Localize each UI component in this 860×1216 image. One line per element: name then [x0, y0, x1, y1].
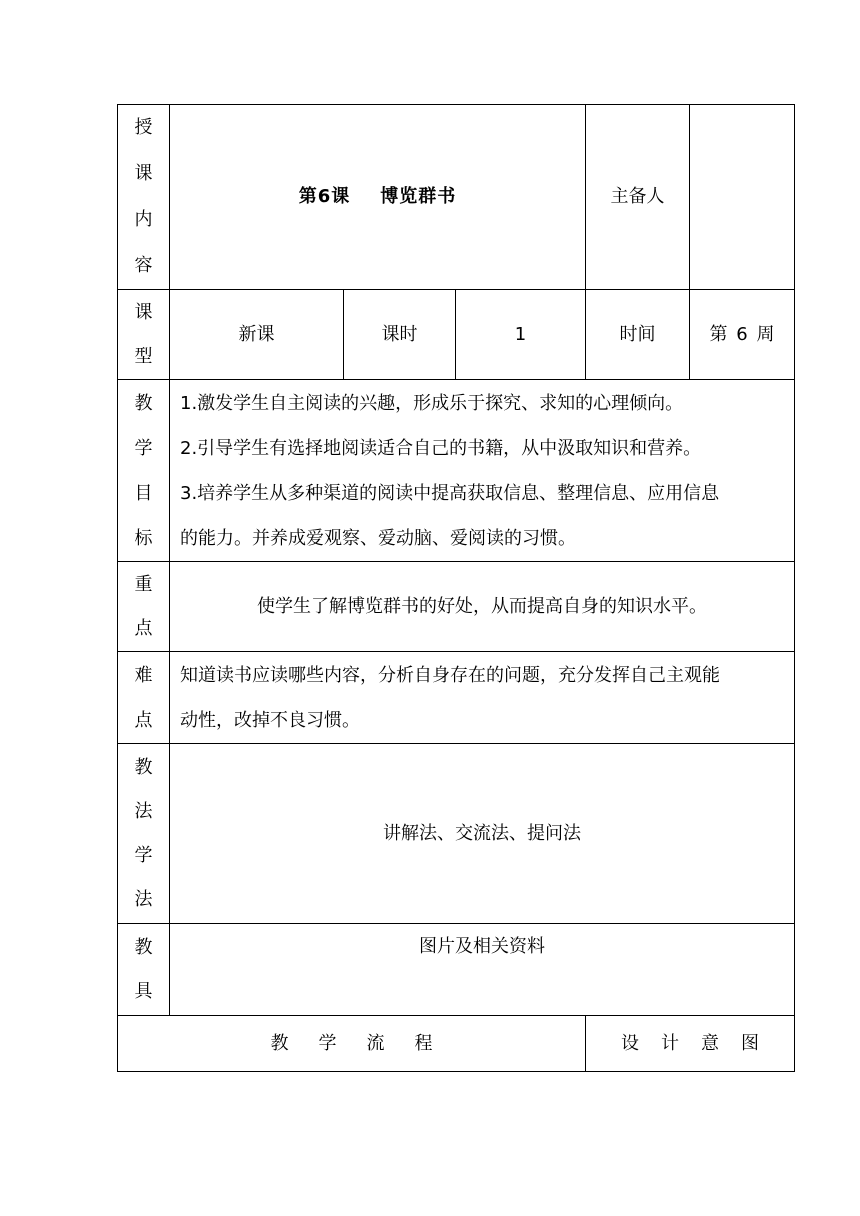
- header-char: 流: [366, 1032, 385, 1054]
- time-value: 第 6 周: [690, 290, 795, 380]
- label-difficulty: [118, 652, 170, 744]
- header-char: 程: [414, 1032, 433, 1054]
- goals-row: [118, 380, 795, 562]
- header-row: [118, 105, 795, 290]
- lesson-plan-table: [117, 104, 795, 1072]
- difficulty-content: [170, 652, 795, 744]
- header-char: 设: [621, 1032, 639, 1054]
- label-char: 具: [134, 980, 153, 1002]
- lesson-title: 博览群书: [380, 186, 457, 207]
- label-key-point: [118, 562, 170, 652]
- label-tools: [118, 924, 170, 1016]
- methods-text: 讲解法、交流法、提问法: [170, 744, 795, 924]
- label-char: 教: [134, 936, 153, 958]
- label-methods: [118, 744, 170, 924]
- goal-line: 1.激发学生自主阅读的兴趣，形成乐于探究、求知的心理倾向。: [180, 392, 684, 414]
- lesson-type-value: 新课: [170, 290, 344, 380]
- label-char: 法: [134, 888, 153, 910]
- goal-line: 的能力。并养成爱观察、爱动脑、爱阅读的习惯。: [180, 527, 576, 549]
- tools-text: 图片及相关资料: [170, 924, 795, 1016]
- header-char: 图: [741, 1032, 759, 1054]
- difficulty-row: [118, 652, 795, 744]
- label-lesson-type: [118, 290, 170, 380]
- header-char: 意: [701, 1032, 719, 1054]
- flow-header-row: [118, 1016, 795, 1072]
- label-char: 目: [134, 482, 153, 504]
- preparer-label: 主备人: [586, 105, 690, 290]
- label-char: 难: [134, 664, 153, 686]
- key-point-row: [118, 562, 795, 652]
- methods-row: [118, 744, 795, 924]
- label-char: 教: [134, 756, 153, 778]
- goal-line: 2.引导学生有选择地阅读适合自己的书籍，从中汲取知识和营养。: [180, 437, 702, 459]
- label-teaching-goals: [118, 380, 170, 562]
- label-char: 法: [134, 800, 153, 822]
- type-row: [118, 290, 795, 380]
- preparer-value[interactable]: [690, 105, 795, 290]
- label-char: 标: [134, 527, 153, 549]
- key-point-text: 使学生了解博览群书的好处，从而提高自身的知识水平。: [170, 562, 795, 652]
- difficulty-line: 动性，改掉不良习惯。: [180, 709, 360, 731]
- goal-line: 3.培养学生从多种渠道的阅读中提高获取信息、整理信息、应用信息: [180, 482, 720, 504]
- tools-row: [118, 924, 795, 1016]
- teaching-process-header: [118, 1016, 586, 1072]
- label-char: 学: [134, 844, 153, 866]
- period-value: 1: [456, 290, 586, 380]
- design-intent-header: [586, 1016, 795, 1072]
- goals-content: [170, 380, 795, 562]
- label-char: 容: [134, 255, 153, 276]
- period-label: 课时: [344, 290, 456, 380]
- header-char: 教: [270, 1032, 289, 1054]
- label-char: 点: [134, 709, 153, 731]
- time-label: 时间: [586, 290, 690, 380]
- label-lesson-content: [118, 105, 170, 290]
- label-char: 点: [134, 617, 153, 639]
- label-char: 授: [134, 117, 153, 138]
- lesson-number: 第6课: [298, 186, 351, 207]
- header-char: 学: [318, 1032, 337, 1054]
- label-char: 教: [134, 392, 153, 414]
- difficulty-line: 知道读书应读哪些内容，分析自身存在的问题，充分发挥自己主观能: [180, 664, 720, 686]
- label-char: 课: [134, 163, 153, 184]
- label-char: 课: [134, 301, 153, 323]
- label-char: 内: [134, 209, 153, 230]
- header-char: 计: [661, 1032, 679, 1054]
- label-char: 重: [134, 573, 153, 595]
- label-char: 型: [134, 345, 153, 367]
- label-char: 学: [134, 437, 153, 459]
- lesson-title-cell: [170, 105, 586, 290]
